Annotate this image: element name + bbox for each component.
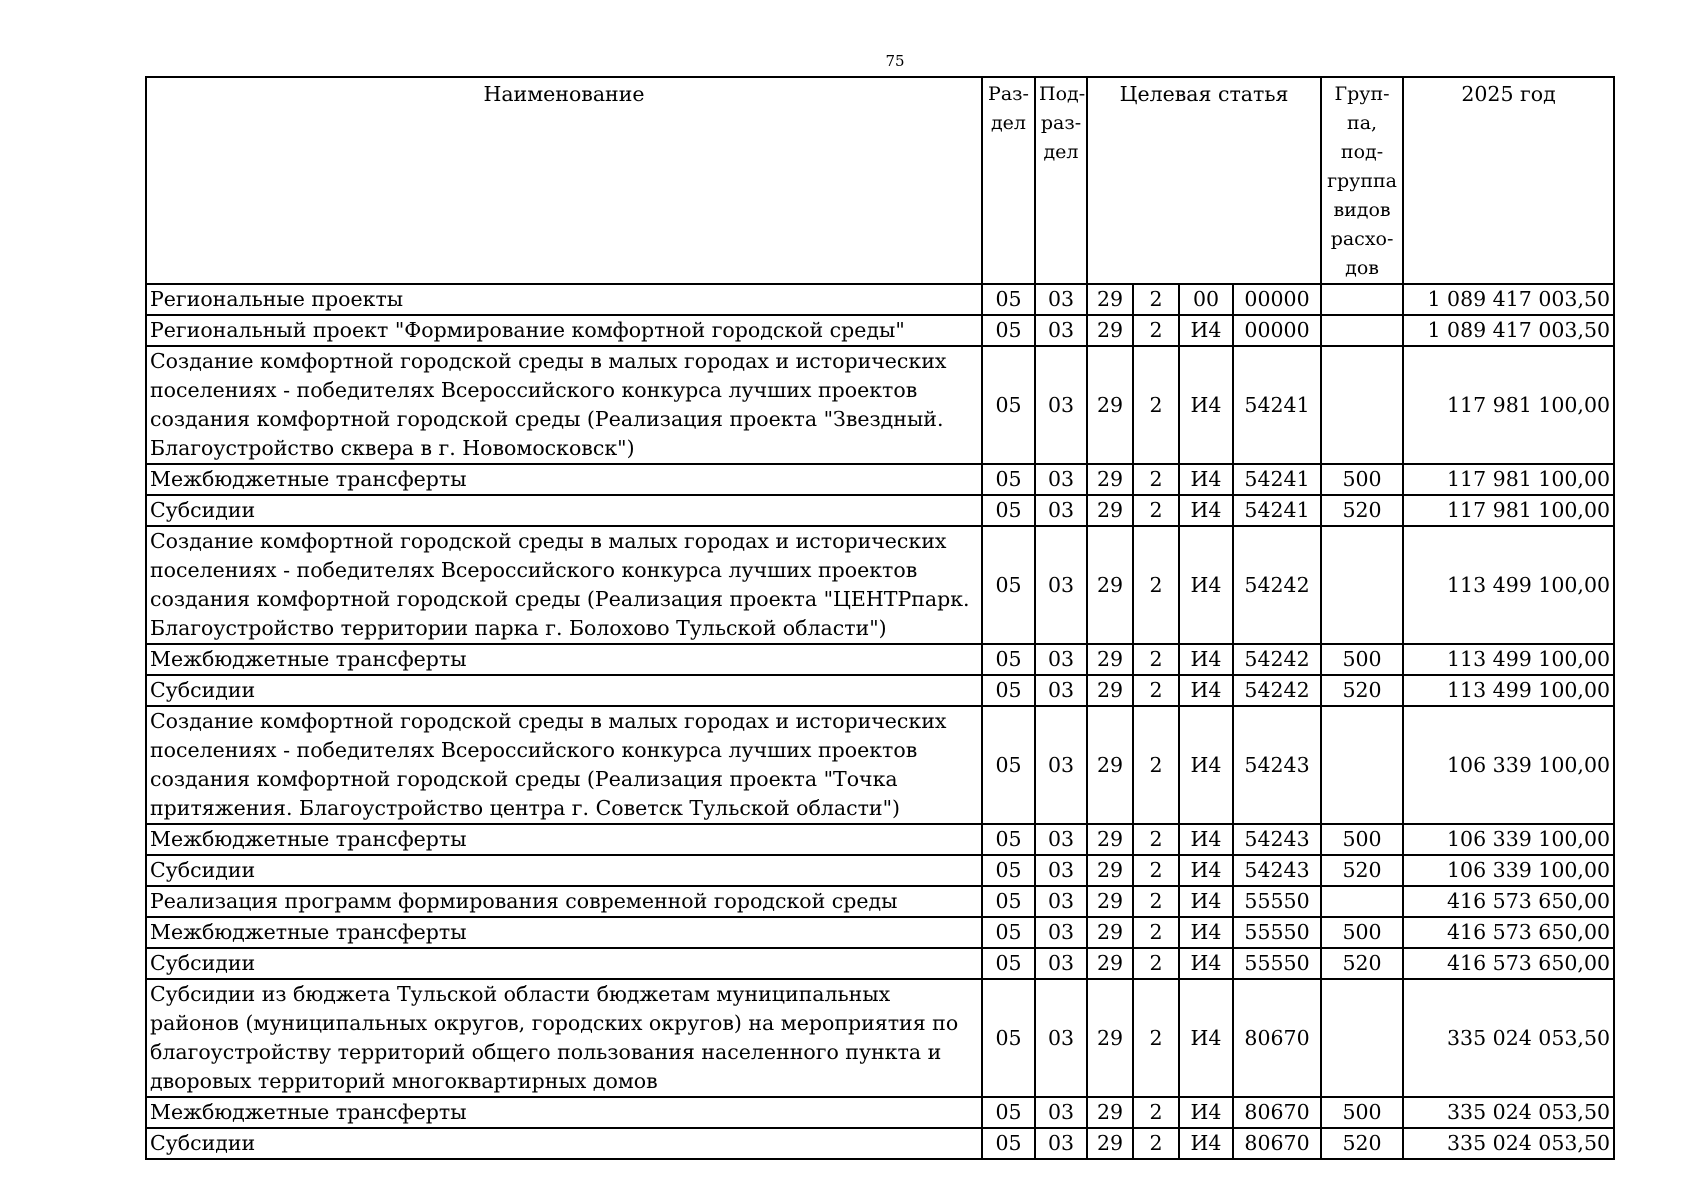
cell-name: Создание комфортной городской среды в малых городах и исторических поселениях - победителях Всероссийского конкурса лучших проектов создания комфортной городской среды (Реализация проекта "Точка притяжения. Благоустройство центра г. Советск Тульской области") xyxy=(146,706,982,824)
cell-razdel: 05 xyxy=(982,855,1035,886)
cell-razdel: 05 xyxy=(982,495,1035,526)
cell-target-program: 29 xyxy=(1087,1128,1133,1159)
table-row xyxy=(146,979,1614,1097)
cell-name: Реализация программ формирования современной городской среды xyxy=(146,886,982,917)
cell-target-type: 2 xyxy=(1133,526,1179,644)
header-razdel: Раз-дел xyxy=(982,77,1035,284)
cell-razdel: 05 xyxy=(982,315,1035,346)
cell-razdel: 05 xyxy=(982,917,1035,948)
cell-target-project: И4 xyxy=(1179,464,1233,495)
cell-expense-group xyxy=(1321,979,1403,1097)
cell-target-type: 2 xyxy=(1133,346,1179,464)
cell-target-type: 2 xyxy=(1133,1097,1179,1128)
cell-amount: 416 573 650,00 xyxy=(1403,886,1614,917)
cell-target-project: 00 xyxy=(1179,284,1233,315)
cell-name: Субсидии xyxy=(146,675,982,706)
cell-target-program: 29 xyxy=(1087,824,1133,855)
cell-expense-group: 500 xyxy=(1321,644,1403,675)
cell-expense-group xyxy=(1321,706,1403,824)
table-row xyxy=(146,948,1614,979)
cell-expense-group: 500 xyxy=(1321,917,1403,948)
cell-razdel: 05 xyxy=(982,284,1035,315)
cell-target-direction: 54243 xyxy=(1233,706,1321,824)
cell-razdel: 05 xyxy=(982,886,1035,917)
cell-podrazdel: 03 xyxy=(1035,886,1087,917)
table-row xyxy=(146,284,1614,315)
cell-target-type: 2 xyxy=(1133,315,1179,346)
cell-name: Субсидии xyxy=(146,495,982,526)
cell-target-type: 2 xyxy=(1133,464,1179,495)
cell-target-direction: 80670 xyxy=(1233,1128,1321,1159)
cell-name: Субсидии из бюджета Тульской области бюджетам муниципальных районов (муниципальных округов, городских округов) на мероприятия по благоустройству территорий общего пользования населенного пункта и дворовых территорий многоквартирных домов xyxy=(146,979,982,1097)
cell-razdel: 05 xyxy=(982,346,1035,464)
cell-expense-group xyxy=(1321,315,1403,346)
cell-target-project: И4 xyxy=(1179,1128,1233,1159)
page-number: 75 xyxy=(885,52,905,70)
cell-podrazdel: 03 xyxy=(1035,1097,1087,1128)
table-row xyxy=(146,346,1614,464)
header-year: 2025 год xyxy=(1403,77,1614,284)
cell-target-type: 2 xyxy=(1133,675,1179,706)
cell-target-type: 2 xyxy=(1133,948,1179,979)
cell-amount: 106 339 100,00 xyxy=(1403,855,1614,886)
cell-target-program: 29 xyxy=(1087,855,1133,886)
budget-table xyxy=(145,76,1615,1160)
table-row xyxy=(146,644,1614,675)
table-row xyxy=(146,675,1614,706)
cell-amount: 335 024 053,50 xyxy=(1403,1128,1614,1159)
cell-target-program: 29 xyxy=(1087,284,1133,315)
cell-target-program: 29 xyxy=(1087,644,1133,675)
table-body xyxy=(146,284,1614,1159)
cell-target-direction: 54243 xyxy=(1233,855,1321,886)
cell-target-type: 2 xyxy=(1133,706,1179,824)
cell-amount: 117 981 100,00 xyxy=(1403,346,1614,464)
cell-expense-group: 520 xyxy=(1321,948,1403,979)
cell-name: Региональный проект "Формирование комфортной городской среды" xyxy=(146,315,982,346)
cell-target-program: 29 xyxy=(1087,315,1133,346)
cell-razdel: 05 xyxy=(982,1097,1035,1128)
cell-target-project: И4 xyxy=(1179,886,1233,917)
table-row xyxy=(146,824,1614,855)
cell-expense-group xyxy=(1321,526,1403,644)
cell-expense-group: 500 xyxy=(1321,1097,1403,1128)
table-row xyxy=(146,855,1614,886)
cell-target-program: 29 xyxy=(1087,979,1133,1097)
table-row xyxy=(146,495,1614,526)
cell-target-type: 2 xyxy=(1133,284,1179,315)
cell-amount: 416 573 650,00 xyxy=(1403,917,1614,948)
cell-name: Межбюджетные трансферты xyxy=(146,917,982,948)
cell-target-direction: 54243 xyxy=(1233,824,1321,855)
table-row xyxy=(146,886,1614,917)
cell-podrazdel: 03 xyxy=(1035,979,1087,1097)
table-row xyxy=(146,1128,1614,1159)
cell-podrazdel: 03 xyxy=(1035,855,1087,886)
cell-target-direction: 54241 xyxy=(1233,495,1321,526)
table-row xyxy=(146,1097,1614,1128)
cell-amount: 106 339 100,00 xyxy=(1403,706,1614,824)
cell-target-project: И4 xyxy=(1179,495,1233,526)
cell-target-direction: 54242 xyxy=(1233,526,1321,644)
cell-target-program: 29 xyxy=(1087,917,1133,948)
table-row xyxy=(146,315,1614,346)
cell-name: Межбюджетные трансферты xyxy=(146,644,982,675)
cell-target-program: 29 xyxy=(1087,675,1133,706)
cell-podrazdel: 03 xyxy=(1035,526,1087,644)
cell-target-project: И4 xyxy=(1179,346,1233,464)
cell-target-type: 2 xyxy=(1133,855,1179,886)
cell-expense-group xyxy=(1321,284,1403,315)
cell-target-type: 2 xyxy=(1133,979,1179,1097)
cell-podrazdel: 03 xyxy=(1035,644,1087,675)
cell-target-project: И4 xyxy=(1179,644,1233,675)
cell-razdel: 05 xyxy=(982,824,1035,855)
cell-podrazdel: 03 xyxy=(1035,495,1087,526)
cell-target-project: И4 xyxy=(1179,824,1233,855)
cell-target-direction: 80670 xyxy=(1233,979,1321,1097)
cell-name: Субсидии xyxy=(146,948,982,979)
cell-expense-group: 500 xyxy=(1321,464,1403,495)
cell-podrazdel: 03 xyxy=(1035,346,1087,464)
header-name: Наименование xyxy=(146,77,982,284)
cell-name: Создание комфортной городской среды в малых городах и исторических поселениях - победителях Всероссийского конкурса лучших проектов создания комфортной городской среды (Реализация проекта "Звездный. Благоустройство сквера в г. Новомосковск") xyxy=(146,346,982,464)
cell-target-type: 2 xyxy=(1133,917,1179,948)
cell-expense-group: 520 xyxy=(1321,495,1403,526)
cell-target-project: И4 xyxy=(1179,675,1233,706)
cell-amount: 416 573 650,00 xyxy=(1403,948,1614,979)
cell-podrazdel: 03 xyxy=(1035,1128,1087,1159)
cell-target-direction: 55550 xyxy=(1233,917,1321,948)
cell-razdel: 05 xyxy=(982,706,1035,824)
cell-name: Региональные проекты xyxy=(146,284,982,315)
cell-target-project: И4 xyxy=(1179,917,1233,948)
cell-podrazdel: 03 xyxy=(1035,948,1087,979)
cell-amount: 106 339 100,00 xyxy=(1403,824,1614,855)
cell-target-type: 2 xyxy=(1133,886,1179,917)
cell-podrazdel: 03 xyxy=(1035,706,1087,824)
cell-expense-group: 520 xyxy=(1321,855,1403,886)
cell-target-project: И4 xyxy=(1179,526,1233,644)
cell-target-project: И4 xyxy=(1179,948,1233,979)
cell-name: Создание комфортной городской среды в малых городах и исторических поселениях - победителях Всероссийского конкурса лучших проектов создания комфортной городской среды (Реализация проекта "ЦЕНТРпарк. Благоустройство территории парка г. Болохово Тульской области") xyxy=(146,526,982,644)
cell-target-direction: 54241 xyxy=(1233,464,1321,495)
cell-podrazdel: 03 xyxy=(1035,464,1087,495)
cell-podrazdel: 03 xyxy=(1035,917,1087,948)
cell-target-program: 29 xyxy=(1087,948,1133,979)
table-header-row xyxy=(146,77,1614,284)
cell-target-program: 29 xyxy=(1087,346,1133,464)
cell-podrazdel: 03 xyxy=(1035,675,1087,706)
cell-target-type: 2 xyxy=(1133,824,1179,855)
cell-podrazdel: 03 xyxy=(1035,284,1087,315)
cell-name: Межбюджетные трансферты xyxy=(146,824,982,855)
cell-target-direction: 54241 xyxy=(1233,346,1321,464)
cell-name: Субсидии xyxy=(146,1128,982,1159)
cell-target-direction: 55550 xyxy=(1233,948,1321,979)
cell-expense-group: 520 xyxy=(1321,675,1403,706)
cell-razdel: 05 xyxy=(982,979,1035,1097)
table-row xyxy=(146,917,1614,948)
table-row xyxy=(146,706,1614,824)
cell-razdel: 05 xyxy=(982,464,1035,495)
cell-target-program: 29 xyxy=(1087,706,1133,824)
cell-target-direction: 00000 xyxy=(1233,284,1321,315)
cell-amount: 1 089 417 003,50 xyxy=(1403,284,1614,315)
cell-razdel: 05 xyxy=(982,948,1035,979)
cell-expense-group: 500 xyxy=(1321,824,1403,855)
cell-target-program: 29 xyxy=(1087,1097,1133,1128)
cell-razdel: 05 xyxy=(982,1128,1035,1159)
cell-target-program: 29 xyxy=(1087,495,1133,526)
cell-name: Межбюджетные трансферты xyxy=(146,1097,982,1128)
cell-target-project: И4 xyxy=(1179,979,1233,1097)
cell-target-project: И4 xyxy=(1179,1097,1233,1128)
table-row xyxy=(146,464,1614,495)
cell-target-project: И4 xyxy=(1179,855,1233,886)
cell-target-direction: 54242 xyxy=(1233,675,1321,706)
table-row xyxy=(146,526,1614,644)
header-podrazdel: Под-раз-дел xyxy=(1035,77,1087,284)
cell-target-program: 29 xyxy=(1087,464,1133,495)
cell-target-type: 2 xyxy=(1133,1128,1179,1159)
cell-target-project: И4 xyxy=(1179,706,1233,824)
cell-target-direction: 54242 xyxy=(1233,644,1321,675)
cell-amount: 117 981 100,00 xyxy=(1403,495,1614,526)
cell-target-type: 2 xyxy=(1133,644,1179,675)
cell-amount: 335 024 053,50 xyxy=(1403,1097,1614,1128)
cell-name: Субсидии xyxy=(146,855,982,886)
cell-target-program: 29 xyxy=(1087,886,1133,917)
cell-target-type: 2 xyxy=(1133,495,1179,526)
cell-expense-group: 520 xyxy=(1321,1128,1403,1159)
cell-target-program: 29 xyxy=(1087,526,1133,644)
cell-amount: 113 499 100,00 xyxy=(1403,675,1614,706)
cell-target-direction: 80670 xyxy=(1233,1097,1321,1128)
cell-podrazdel: 03 xyxy=(1035,315,1087,346)
cell-target-project: И4 xyxy=(1179,315,1233,346)
cell-amount: 117 981 100,00 xyxy=(1403,464,1614,495)
cell-amount: 113 499 100,00 xyxy=(1403,526,1614,644)
cell-target-direction: 55550 xyxy=(1233,886,1321,917)
cell-razdel: 05 xyxy=(982,526,1035,644)
cell-name: Межбюджетные трансферты xyxy=(146,464,982,495)
cell-expense-group xyxy=(1321,346,1403,464)
cell-razdel: 05 xyxy=(982,644,1035,675)
cell-amount: 335 024 053,50 xyxy=(1403,979,1614,1097)
cell-podrazdel: 03 xyxy=(1035,824,1087,855)
cell-expense-group xyxy=(1321,886,1403,917)
cell-razdel: 05 xyxy=(982,675,1035,706)
header-group: Груп-па, под-группа видов расхо-дов xyxy=(1321,77,1403,284)
cell-target-direction: 00000 xyxy=(1233,315,1321,346)
header-target: Целевая статья xyxy=(1087,77,1321,284)
cell-amount: 113 499 100,00 xyxy=(1403,644,1614,675)
cell-amount: 1 089 417 003,50 xyxy=(1403,315,1614,346)
